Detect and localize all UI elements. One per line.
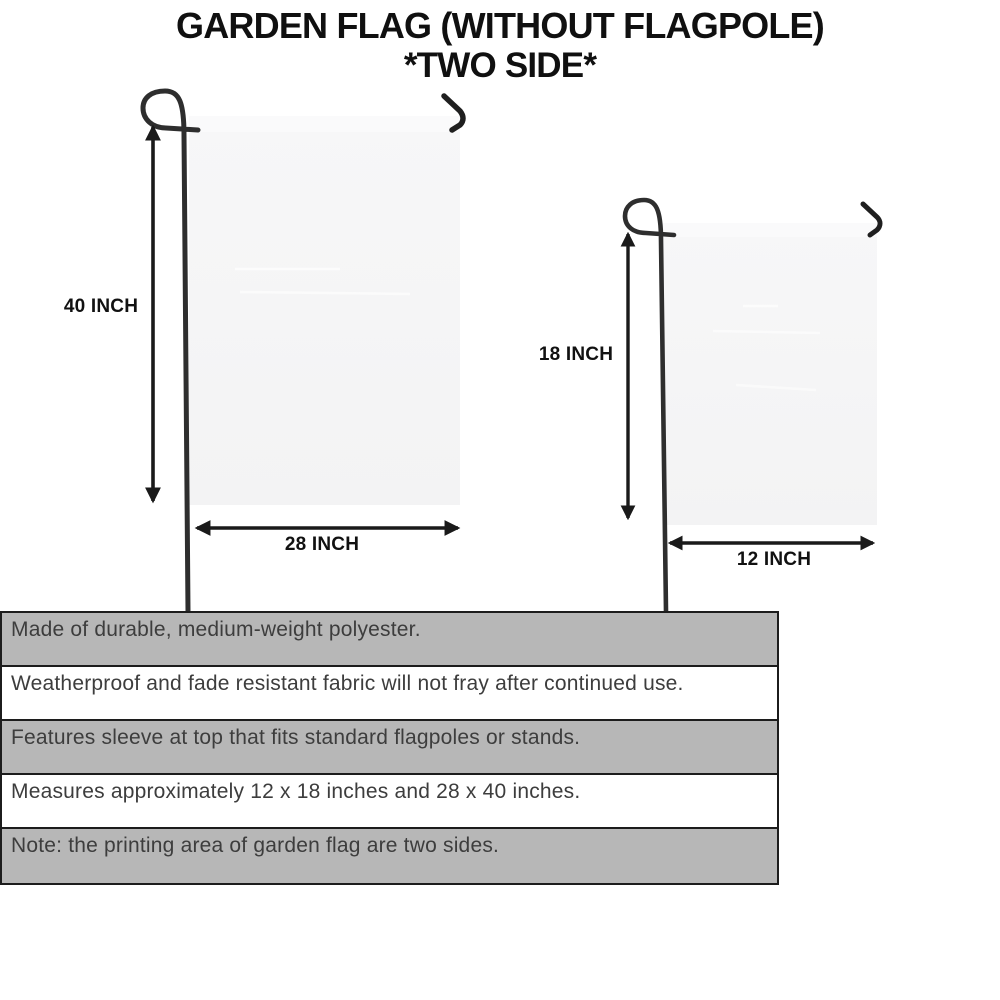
- feature-row: [2, 775, 777, 829]
- small-flag-fabric: [663, 223, 877, 525]
- large-flag-fabric: [189, 116, 460, 505]
- feature-row: [2, 829, 777, 883]
- large-flag-sleeve: [189, 116, 460, 132]
- feature-row: [2, 667, 777, 721]
- small-flag-sleeve: [663, 223, 877, 237]
- large-flag-group: [143, 91, 463, 611]
- title-line-2: *TWO SIDE*: [403, 46, 597, 85]
- feature-text: Features sleeve at top that fits standard flagpoles or stands.: [11, 726, 581, 749]
- features-table: [0, 611, 779, 885]
- feature-text: Weatherproof and fade resistant fabric will not fray after continued use.: [11, 672, 684, 695]
- feature-row: [2, 613, 777, 667]
- feature-text: Note: the printing area of garden flag are two sides.: [11, 834, 500, 857]
- feature-row: [2, 721, 777, 775]
- small-width-label: 12 INCH: [736, 549, 812, 570]
- large-height-label: 40 INCH: [63, 296, 139, 317]
- feature-text: Measures approximately 12 x 18 inches and 28 x 40 inches.: [11, 780, 581, 803]
- small-height-label: 18 INCH: [538, 344, 614, 365]
- feature-text: Made of durable, medium-weight polyester.: [11, 618, 421, 641]
- large-width-label: 28 INCH: [284, 534, 360, 555]
- title-line-1: GARDEN FLAG (WITHOUT FLAGPOLE): [176, 5, 824, 46]
